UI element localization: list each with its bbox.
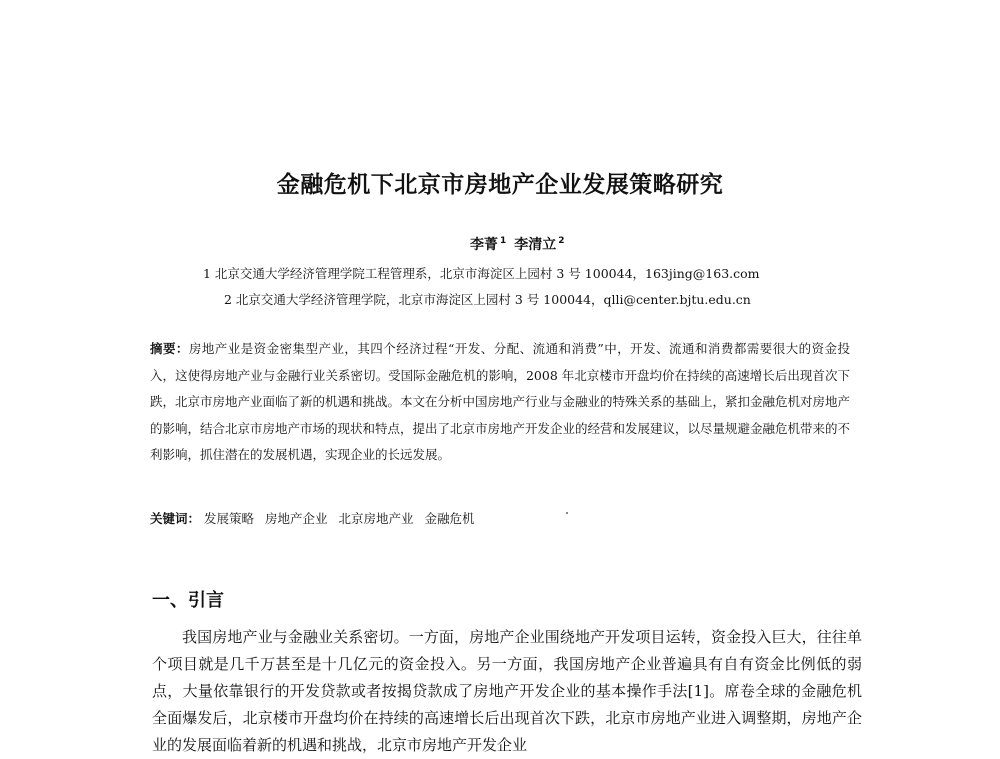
paper-title: 金融危机下北京市房地产企业发展策略研究 — [276, 172, 724, 198]
author-superscript: 1 — [500, 236, 507, 247]
keywords — [150, 509, 482, 527]
body-paragraph: 我国房地产业与金融业关系密切。一方面，房地产企业围绕地产开发项目运转，资金投入巨大，往往单个项目就是几千万甚至是十几亿元的资金投入。另一方面，我国房地产企业普遍具有自有资金比例低的弱点，大量依靠银行的开发贷款或者按揭贷款成了房地产开发企业的基本操作手法[1]。席卷全球的金融危机全面爆发后，北京楼市开盘均价在持续的高速增长后出现首次下跌，北京市房地产业进入调整期，房地产企业的发展面临着新的机遇和挑战，北京市房地产开发企业 — [152, 628, 862, 754]
abstract — [150, 336, 850, 469]
keyword: 金融危机 — [424, 511, 475, 526]
author-name: 李菁 — [470, 237, 498, 253]
keyword: 房地产企业 — [265, 511, 328, 526]
scan-speck — [566, 512, 568, 514]
author-superscript: 2 — [558, 236, 565, 247]
affiliation-1: 1 北京交通大学经济管理学院工程管理系，北京市海淀区上园村 3 号 100044，163jing@163.com — [203, 266, 760, 281]
keyword: 北京房地产业 — [338, 511, 414, 526]
keyword: 发展策略 — [204, 511, 255, 526]
section-heading: 一、引言 — [152, 590, 224, 611]
abstract-label: 摘要： — [150, 341, 189, 356]
affiliation-2: 2 北京交通大学经济管理学院，北京市海淀区上园村 3 号 100044，qlli@center.bjtu.edu.cn — [224, 292, 751, 307]
author-line — [470, 234, 573, 254]
abstract-text: 房地产业是资金密集型产业，其四个经济过程“开发、分配、流通和消费”中，开发、流通和消费都需要很大的资金投入，这使得房地产业与金融行业关系密切。受国际金融危机的影响，2008 年北京楼市开盘均价在持续的高速增长后出现首次下跌，北京市房地产业面临了新的机遇和挑战。本文在分析中国房地产行业与金融业的特殊关系的基础上，紧扣金融危机对房地产的影响，结合北京市房地产市场的现状和特点，提出了北京市房地产开发企业的经营和发展建议，以尽量规避金融危机带来的不利影响，抓住潜在的发展机遇，实现企业的长远发展。 — [150, 341, 851, 462]
author-name: 李清立 — [514, 237, 557, 253]
keywords-label: 关键词： — [150, 511, 201, 526]
